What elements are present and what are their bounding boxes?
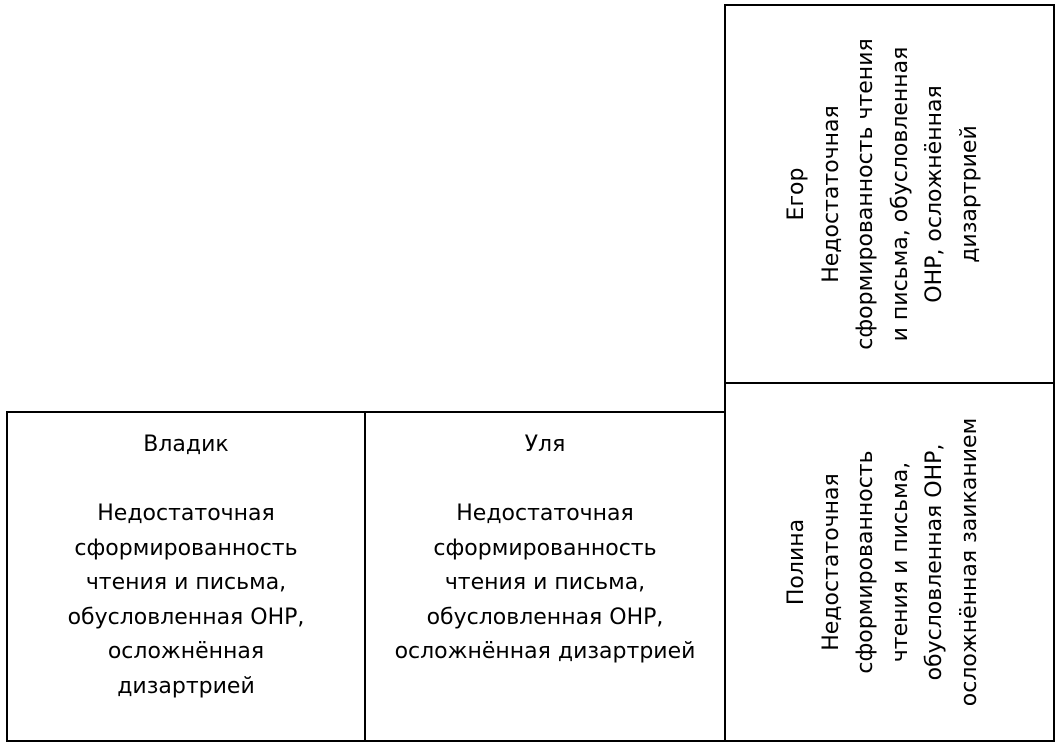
cell-egor-text: Егор Недостаточная сформированность чтения и письма, обусловленная ОНР, осложнённая дизартрией bbox=[783, 38, 981, 350]
cell-vladik-description: Недостаточная сформированность чтения и письма, обусловленная ОНР, осложнённая дизартрией bbox=[67, 501, 305, 699]
cell-ulya bbox=[364, 411, 726, 742]
cell-polina-text: Полина Недостаточная сформированность чтения и письма, обусловленная ОНР, осложнённая заиканием bbox=[783, 417, 981, 707]
cell-vladik-name: Владик bbox=[143, 432, 229, 457]
cell-ulya-description: Недостаточная сформированность чтения и письма, обусловленная ОНР, осложнённая дизартрией bbox=[394, 501, 696, 664]
cell-egor bbox=[724, 4, 1055, 384]
cell-polina bbox=[724, 382, 1055, 742]
cell-vladik bbox=[6, 411, 366, 742]
cell-ulya-name: Уля bbox=[524, 432, 566, 457]
